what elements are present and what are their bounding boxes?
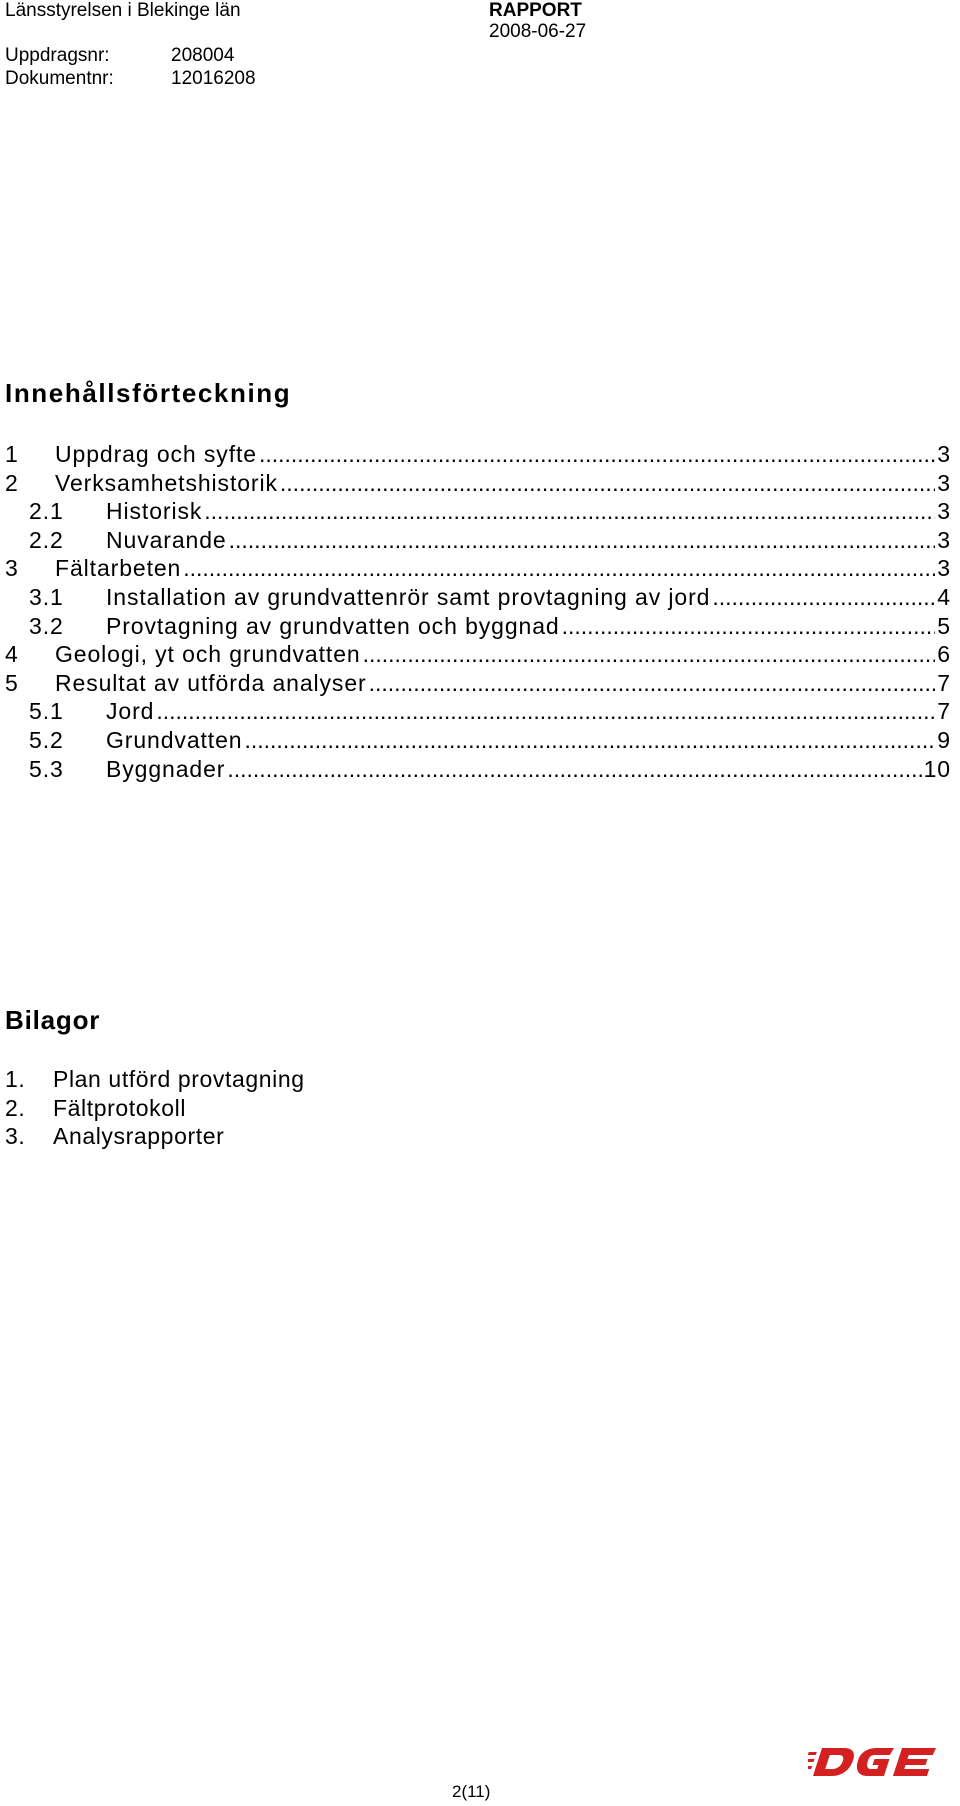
toc-entry[interactable] [5,527,951,556]
toc-entry-leader [244,727,935,754]
document-type: RAPPORT [489,0,582,21]
toc-entry[interactable] [5,727,951,756]
toc-entry-leader [204,498,935,525]
toc-entry-leader [280,470,935,497]
toc-entry-title: Byggnader [106,755,226,782]
toc-entry-title: Historisk [106,498,203,525]
toc-entry-leader [562,613,936,640]
toc-entry-page: 3 [937,526,951,553]
toc-entry[interactable] [5,670,951,699]
toc-entry-number: 2.2 [29,526,64,553]
toc-entry[interactable] [5,441,951,470]
toc-entry-page: 7 [937,669,951,696]
toc-entry-page: 3 [937,441,951,467]
assignment-number-value: 208004 [171,45,235,66]
toc-entry-page: 6 [937,641,951,668]
appendix-number: 2. [5,1094,26,1121]
toc-entry-title: Provtagning av grundvatten och byggnad [106,612,560,639]
dge-logo-graphic [808,1742,952,1782]
toc-entry[interactable] [5,555,951,584]
toc-entry[interactable] [5,584,951,613]
document-date: 2008-06-27 [489,21,587,42]
toc-entry-title: Resultat av utförda analyser [55,669,367,696]
toc-entry-number: 3.2 [29,612,64,639]
toc-entry-leader [227,756,921,783]
appendices-heading: Bilagor [5,1005,101,1035]
appendices-list [5,1066,305,1152]
toc-entry-number: 4 [5,641,19,668]
toc-entry-title: Jord [106,698,155,725]
toc-entry[interactable] [5,698,951,727]
toc-entry-page: 9 [937,726,951,753]
toc-entry-number: 3.1 [29,583,64,610]
appendix-number: 3. [5,1123,26,1149]
toc-entry-number: 5.2 [29,726,64,753]
assignment-number-label: Uppdragsnr: [5,45,110,66]
document-number-label: Dokumentnr: [5,68,114,89]
page-number: 2(11) [452,1782,491,1801]
toc-entry-page: 5 [937,612,951,639]
toc-entry-title: Grundvatten [106,726,243,753]
toc-entry-title: Verksamhetshistorik [55,469,278,496]
toc-entry-title: Geologi, yt och grundvatten [55,641,361,668]
toc-entry-title: Fältarbeten [55,555,182,582]
toc-entry-leader [712,584,935,611]
toc-entry-number: 5 [5,669,19,696]
toc-entry-page: 4 [937,583,951,610]
toc-entry-leader [183,555,935,582]
toc-entry[interactable] [5,756,951,785]
toc-entry-number: 2 [5,469,19,496]
appendix-title: Analysrapporter [53,1123,225,1149]
toc-entry-number: 5.1 [29,698,64,725]
toc-entry-title: Nuvarande [106,526,227,553]
toc-entry[interactable] [5,470,951,499]
toc-entry-page: 7 [937,698,951,725]
appendix-title: Plan utförd provtagning [53,1066,305,1092]
appendix-item [5,1095,305,1124]
toc-heading: Innehållsförteckning [5,378,292,408]
toc-entry-number: 1 [5,441,19,467]
appendix-item [5,1123,305,1152]
toc-entry-title: Installation av grundvattenrör samt provtagning av jord [106,583,711,610]
table-of-contents [5,441,951,784]
toc-entry-number: 3 [5,555,19,582]
toc-entry[interactable] [5,613,951,642]
toc-entry[interactable] [5,641,951,670]
toc-entry-number: 5.3 [29,755,64,782]
appendix-title: Fältprotokoll [53,1094,187,1121]
toc-entry[interactable] [5,498,951,527]
document-number-value: 12016208 [171,68,256,89]
toc-entry-title: Uppdrag och syfte [55,441,257,467]
toc-entry-page: 10 [923,755,951,782]
toc-entry-page: 3 [937,469,951,496]
organization-name: Länsstyrelsen i Blekinge län [5,0,241,21]
toc-entry-leader [363,641,936,668]
toc-entry-leader [259,441,935,468]
appendix-number: 1. [5,1066,26,1092]
toc-entry-page: 3 [937,555,951,582]
toc-entry-leader [369,670,936,697]
toc-entry-number: 2.1 [29,498,64,525]
toc-entry-page: 3 [937,498,951,525]
toc-entry-leader [156,698,935,725]
appendix-item [5,1066,305,1095]
toc-entry-leader [229,527,936,554]
dge-logo [808,1742,952,1782]
